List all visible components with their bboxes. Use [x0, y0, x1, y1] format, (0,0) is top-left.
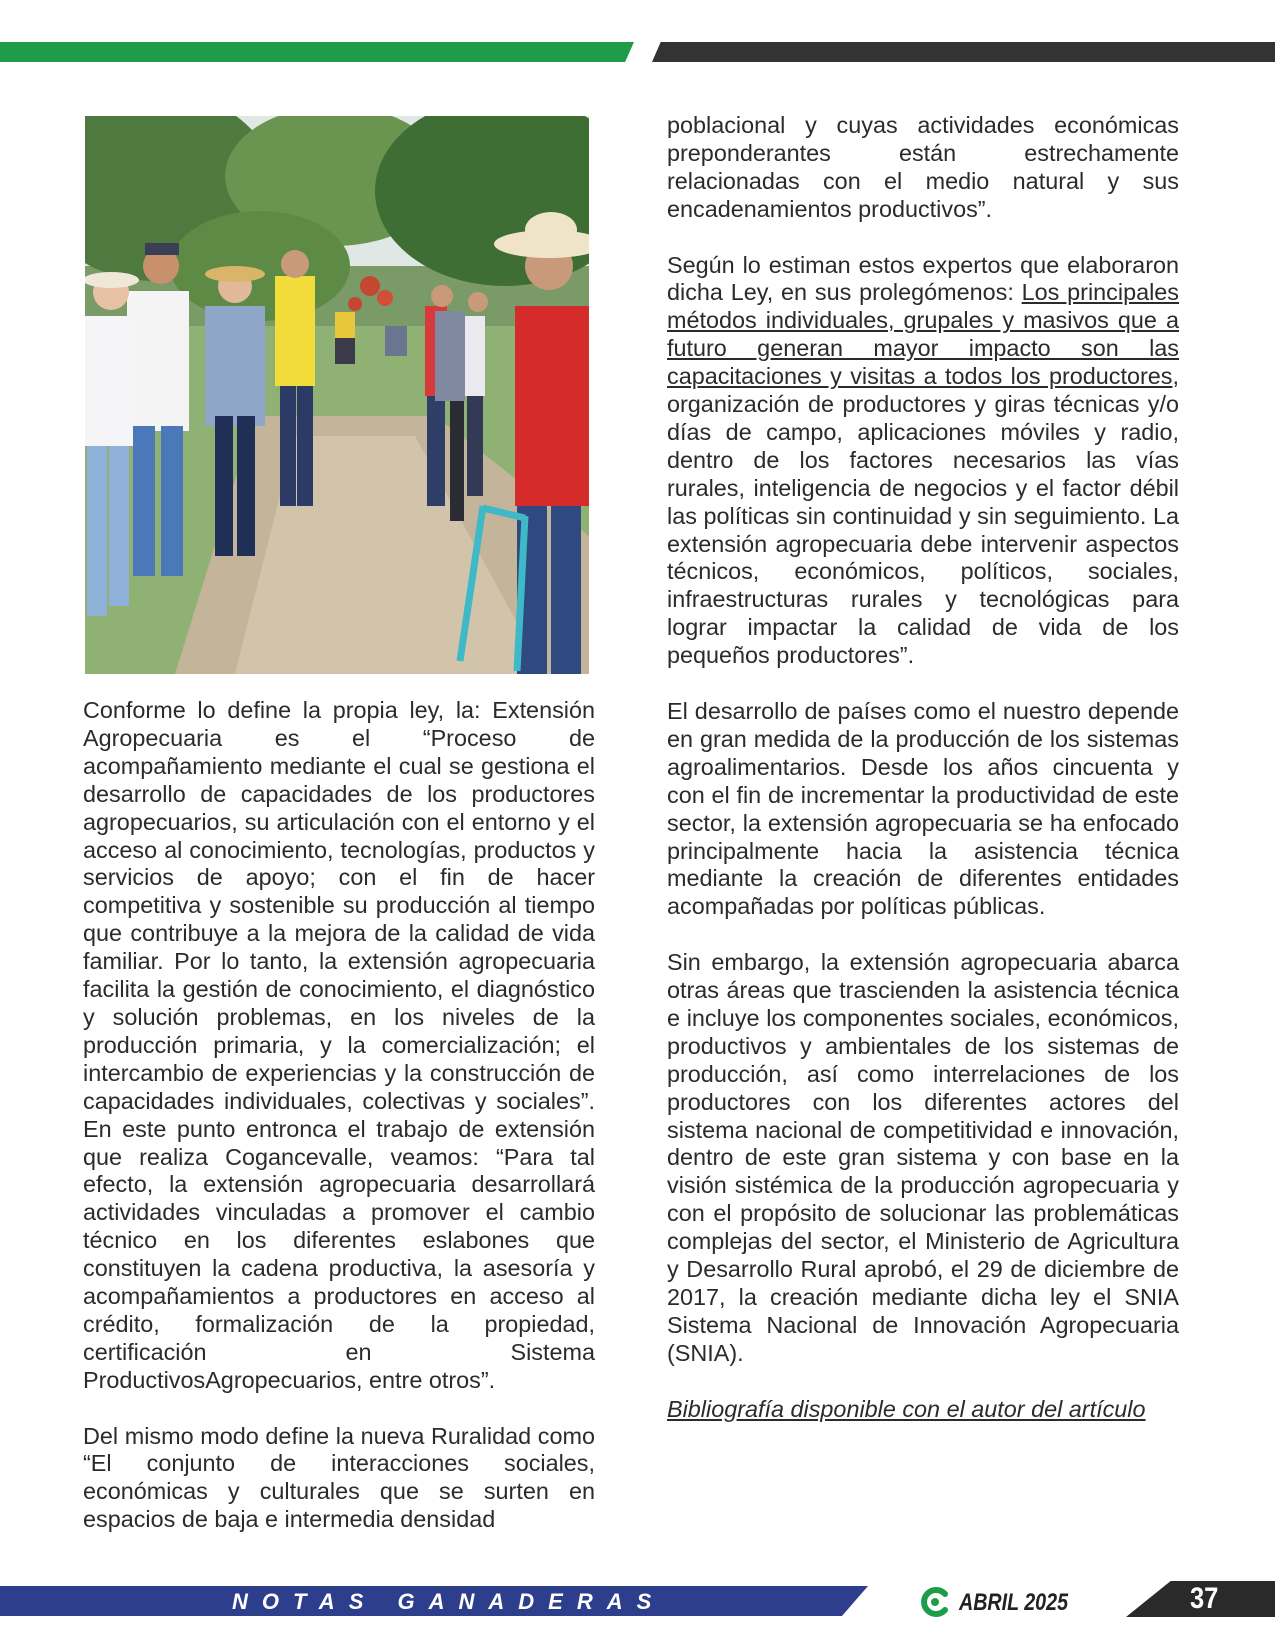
top-dark-bar: [652, 42, 1275, 62]
paragraph: poblacional y cuyas actividades económicas preponderantes están estrechamente relacionadas con el medio natural y sus encadenamientos productivos”.: [667, 112, 1179, 222]
field-visit-photo: [85, 116, 589, 674]
paragraph: Sin embargo, la extensión agropecuaria abarca otras áreas que trascienden la asistencia técnica e incluye los componentes sociales, económicos, productivos y ambientales de los sistemas de producción, así como interrelaciones de los productores con los diferentes actores del sistema nacional de competitividad e innovación, dentro de este gran sistema y con base en la visión sistémica de la producción agropecuaria y con el propósito de solucionar las problemáticas complejas del sector, el Ministerio de Agricultura y Desarrollo Rural aprobó, el 29 de diciembre de 2017, la creación mediante dicha ley el SNIA Sistema Nacional de Innovación Agropecuaria (SNIA).: [667, 949, 1179, 1366]
paragraph: Conforme lo define la propia ley, la: Extensión Agropecuaria es el “Proceso de acompañamiento mediante el cual se gestiona el desarrollo de capacidades de los productores agropecuarios, su articulación con el entorno y el acceso al conocimiento, tecnologías, productos y servicios de apoyo; con el fin de hacer competitiva y sostenible su producción al tiempo que contribuye a la mejora de la calidad de vida familiar. Por lo tanto, la extensión agropecuaria facilita la gestión de conocimiento, el diagnóstico y solución problemas, en los niveles de la producción primaria, y la comercialización; el intercambio de experiencias y la construcción de capacidades individuales, colectivas y sociales”. En este punto entronca el trabajo de extensión que realiza Cogancevalle, veamos: “Para tal efecto, la extensión agropecuaria desarrollará actividades vinculadas a promover el cambio técnico en los diferentes eslabones que constituyen la cadena productiva, la asesoría y acompañamientos a productores en acceso al crédito, formalización de la propiedad, certificación en Sistema ProductivosAgropecuarios, entre otros”.: [83, 697, 595, 1393]
cogancevalle-logo-icon: [918, 1586, 950, 1618]
publication-name: NOTAS GANADERAS: [232, 1589, 666, 1614]
left-text-column: [83, 697, 595, 1562]
paragraph: [667, 252, 1179, 671]
bibliography-note: Bibliografía disponible con el autor del artículo: [667, 1395, 1146, 1422]
issue-date: ABRIL 2025: [959, 1589, 1069, 1616]
page-number: 37: [1190, 1582, 1219, 1615]
paragraph: Del mismo modo define la nueva Ruralidad como “El conjunto de interacciones sociales, económicas y culturales que se surten en espacios de baja e intermedia densidad: [83, 1422, 595, 1533]
paragraph: El desarrollo de países como el nuestro depende en gran medida de la producción de los sistemas agroalimentarios. Desde los años cincuenta y con el fin de incrementar la productividad de este sector, la extensión agropecuaria se ha enfocado principalmente hacia la asistencia técnica mediante la creación de diferentes entidades acompañadas por políticas públicas.: [667, 698, 1179, 920]
paragraph-rest: , organización de productores y giras técnicas y/o días de campo, aplicaciones móviles y radio, dentro de los factores necesarios las vías rurales, inteligencia de negocios y el factor débil las políticas sin continuidad y sin seguimiento. La extensión agropecuaria debe intervenir aspectos técnicos, económicos, políticos, sociales, infraestructuras rurales y tecnológicas para lograr impactar la calidad de vida de los pequeños productores”.: [667, 363, 1179, 669]
right-text-column: [667, 112, 1179, 1451]
top-green-bar: [0, 42, 634, 62]
paragraph-intro: Según lo estiman estos expertos que elaboraron dicha Ley, en sus prolegómenos:: [667, 251, 1179, 306]
underlined-text: Los principales métodos individuales, grupales y masivos que a futuro generan mayor impacto son las capacitaciones y visitas a todos los productores: [667, 279, 1179, 390]
